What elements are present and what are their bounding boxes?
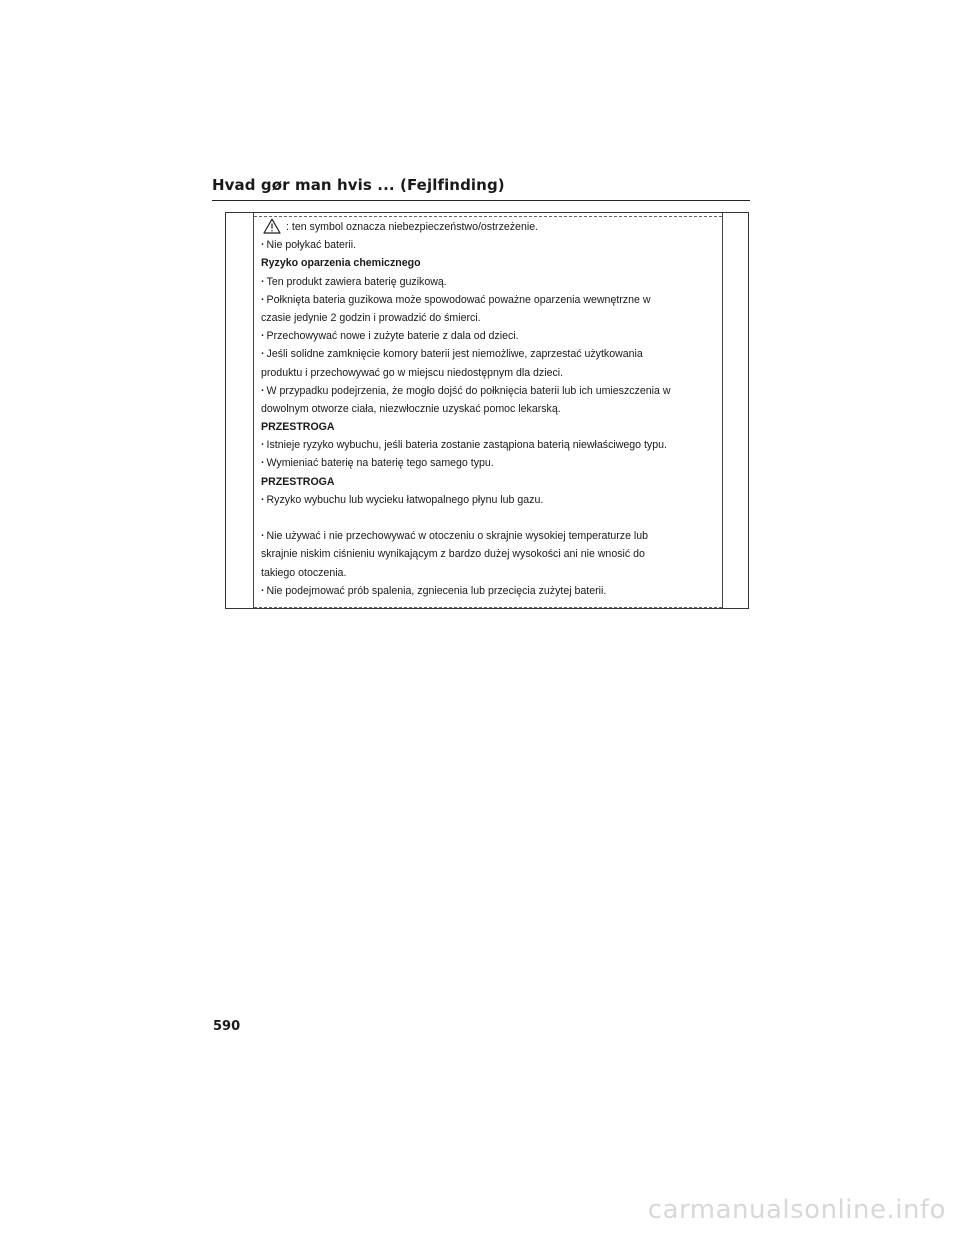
watermark: carmanualsonline.info [647, 1195, 946, 1225]
notice-line [261, 509, 721, 527]
notice-line: · Przechowywać nowe i zużyte baterie z dala od dzieci. [261, 327, 721, 345]
notice-line: skrajnie niskim ciśnieniu wynikającym z bardzo dużej wysokości ani nie wnosić do [261, 548, 645, 561]
warning-symbol-row [261, 218, 721, 236]
notice-lines [261, 236, 721, 600]
notice-heading: PRZESTROGA [261, 421, 335, 434]
notice-line: · W przypadku podejrzenia, że mogło dojść do połknięcia baterii lub ich umieszczenia w [261, 382, 721, 400]
warning-triangle-icon [263, 218, 281, 234]
page-number: 590 [213, 1019, 241, 1034]
notice-heading: PRZESTROGA [261, 475, 335, 488]
notice-box [225, 212, 749, 609]
notice-heading: Ryzyko oparzenia chemicznego [261, 257, 421, 270]
section-title: Hvad gør man hvis ... (Fejlfinding) [212, 176, 505, 194]
notice-line: czasie jedynie 2 godzin i prowadzić do śmierci. [261, 311, 481, 324]
notice-panel [253, 213, 723, 608]
notice-line: · Istnieje ryzyko wybuchu, jeśli bateria zostanie zastąpiona baterią niewłaściwego typu. [261, 436, 721, 454]
page-header [212, 176, 750, 201]
notice-line: · Nie połykać baterii. [261, 236, 721, 254]
notice-line: · Połknięta bateria guzikowa może spowodować poważne oparzenia wewnętrzne w [261, 291, 721, 309]
warning-symbol-note: : ten symbol oznacza niebezpieczeństwo/ostrzeżenie. [286, 221, 539, 233]
notice-line: · Ryzyko wybuchu lub wycieku łatwopalnego płynu lub gazu. [261, 491, 721, 509]
notice-line: produktu i przechowywać go w miejscu niedostępnym dla dzieci. [261, 366, 564, 379]
notice-line: · Ten produkt zawiera baterię guzikową. [261, 273, 721, 291]
notice-line: dowolnym otworze ciała, niezwłocznie uzyskać pomoc lekarską. [261, 402, 561, 415]
notice-line: · Nie używać i nie przechowywać w otoczeniu o skrajnie wysokiej temperaturze lub [261, 527, 721, 545]
notice-line: · Nie podejmować prób spalenia, zgniecenia lub przecięcia zużytej baterii. [261, 582, 721, 600]
notice-line: · Jeśli solidne zamknięcie komory baterii jest niemożliwe, zaprzestać użytkowania [261, 345, 721, 363]
notice-line: · Wymieniać baterię na baterię tego samego typu. [261, 454, 721, 472]
notice-line: takiego otoczenia. [261, 566, 347, 579]
notice-content [261, 218, 721, 600]
